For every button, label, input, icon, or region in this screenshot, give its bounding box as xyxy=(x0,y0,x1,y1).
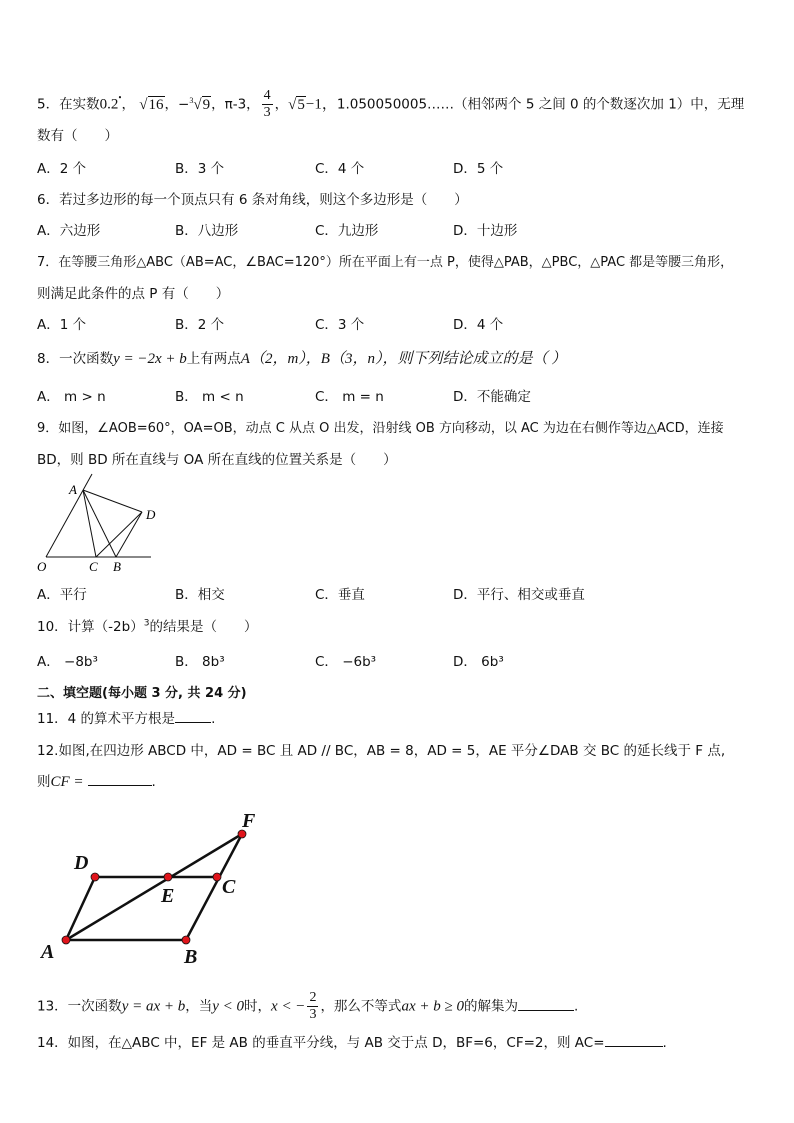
q9-seg-bd xyxy=(116,512,142,557)
q9-label-c: C xyxy=(89,559,98,574)
q5-sqrt5: √5 xyxy=(288,96,305,113)
q12-label-a: A xyxy=(41,941,55,963)
q12-line1: 12.如图,在四边形 ABCD 中，AD = BC 且 AD // BC，AB = 8，AD = 5，AE 平分∠DAB 交 BC 的延长线于 F 点, xyxy=(37,743,726,759)
q12-line2 xyxy=(37,770,156,791)
q9-label-b: B xyxy=(113,559,121,574)
q12-cf: CF = xyxy=(50,774,84,790)
q14-lead: 14．如图，在△ABC 中，EF 是 AB 的垂直平分线，与 AB 交于点 D，BF=6，CF=2，则 AC= xyxy=(37,1035,605,1051)
q7-option-d[interactable]: D．4 个 xyxy=(453,317,504,333)
q12-seg-af xyxy=(66,834,242,940)
q5-line2: 数有（ ） xyxy=(37,128,118,144)
q5-comma: ， xyxy=(274,96,289,113)
q5-fraction: $\frac{4}{3}$ xyxy=(263,88,271,120)
q13-x-lt: x < − xyxy=(271,998,306,1015)
q8-point-a: A（2，m）， xyxy=(240,351,321,367)
q12-point-d xyxy=(91,873,99,881)
q12-tail: . xyxy=(151,774,156,790)
q9-seg-cd xyxy=(96,512,142,557)
q8-mid: 上有两点 xyxy=(186,351,241,367)
q13-text xyxy=(37,990,578,1023)
q9-line1: 9．如图，∠AOB=60°，OA=OB，动点 C 从点 O 出发，沿射线 OB 方向移动，以 AC 为边在右侧作等边△ACD，连接 xyxy=(37,421,724,436)
q12-point-a xyxy=(62,936,70,944)
q12-lead: 则 xyxy=(37,774,51,790)
q13-function: y = ax + b xyxy=(121,998,186,1015)
q9-seg-ac xyxy=(83,490,96,557)
q5-option-c[interactable]: C．4 个 xyxy=(315,161,365,177)
section-2-title: 二、填空题(每小题 3 分, 共 24 分) xyxy=(37,686,247,701)
q11-text xyxy=(37,707,215,727)
q5-sep: ， xyxy=(121,96,135,113)
q9-figure xyxy=(36,470,166,575)
q5-minus1: −1， xyxy=(305,96,337,113)
q14-tail: . xyxy=(662,1035,667,1051)
q9-option-a[interactable]: A．平行 xyxy=(37,587,87,603)
q5-line1: 5．在实数0.2•， √16，−$^3$√9，π-3， $\frac{4}{3}$ ，√5−1，1.050050005……（相邻两个 5 之间 0 的个数逐次加 1）中，无理 xyxy=(37,88,745,120)
q12-label-f: F xyxy=(242,810,256,832)
q13-inequality: ax + b ≥ 0 xyxy=(401,998,464,1015)
q6-option-a[interactable]: A．六边形 xyxy=(37,223,101,239)
q5-neg: ，− xyxy=(164,96,190,113)
q12-point-b xyxy=(182,936,190,944)
q8-text xyxy=(37,347,566,368)
q14-answer-blank[interactable] xyxy=(605,1032,663,1047)
q10-lead: 10．计算（-2b） xyxy=(37,619,144,635)
q9-option-b[interactable]: B．相交 xyxy=(175,587,225,603)
q7-line2: 则满足此条件的点 P 有（ ） xyxy=(37,286,230,302)
q5-option-b[interactable]: B．3 个 xyxy=(175,161,225,177)
q9-option-c[interactable]: C．垂直 xyxy=(315,587,365,603)
q8-lead: 8．一次函数 xyxy=(37,351,114,367)
q5-lead: 5．在实数 xyxy=(37,96,100,113)
q7-option-a[interactable]: A．1 个 xyxy=(37,317,87,333)
q10-option-a[interactable]: A． −8b³ xyxy=(37,654,98,670)
q5-pi: ，π-3， xyxy=(211,96,260,113)
q13-fraction: $\frac{2}{3}$ xyxy=(309,990,317,1022)
q10-exponent: 3 xyxy=(143,618,150,629)
q13-tail: 的解集为 xyxy=(463,998,518,1015)
q11-tail: . xyxy=(211,711,216,727)
q5-option-a[interactable]: A．2 个 xyxy=(37,161,87,177)
q8-option-d[interactable]: D．不能确定 xyxy=(453,389,531,405)
q5-cuberoot9: $^3$√9 xyxy=(189,95,211,113)
q14-text xyxy=(37,1031,667,1051)
q12-answer-blank[interactable] xyxy=(88,771,152,786)
q13-mid3: ，那么不等式 xyxy=(320,998,402,1015)
q12-label-e: E xyxy=(161,885,175,907)
q10-option-d[interactable]: D． 6b³ xyxy=(453,654,504,670)
q9-label-a: A xyxy=(69,482,77,497)
q6-text: 6．若过多边形的每一个顶点只有 6 条对角线，则这个多边形是（ ） xyxy=(37,192,468,208)
q8-option-a[interactable]: A． m > n xyxy=(37,389,106,405)
q13-lead: 13．一次函数 xyxy=(37,998,122,1015)
q12-label-d: D xyxy=(74,852,89,874)
q13-end: . xyxy=(573,998,579,1015)
q10-option-c[interactable]: C． −6b³ xyxy=(315,654,377,670)
q5-rest: 1.050050005……（相邻两个 5 之间 0 的个数逐次加 1）中，无理 xyxy=(336,96,745,113)
q6-option-c[interactable]: C．九边形 xyxy=(315,223,379,239)
q10-text xyxy=(37,615,257,635)
q9-option-d[interactable]: D．平行、相交或垂直 xyxy=(453,587,585,603)
q6-option-d[interactable]: D．十边形 xyxy=(453,223,518,239)
q12-label-b: B xyxy=(184,946,198,968)
q12-point-c xyxy=(213,873,221,881)
q8-point-b: B（3，n），则下列结论成立的是（ ） xyxy=(320,351,567,367)
q9-label-o: O xyxy=(37,559,47,574)
q12-label-c: C xyxy=(222,876,236,898)
q5-number: 0.2 xyxy=(99,96,119,113)
q10-option-b[interactable]: B． 8b³ xyxy=(175,654,225,670)
q13-condition: y < 0 xyxy=(212,998,245,1015)
q13-answer-blank[interactable] xyxy=(518,996,574,1011)
q9-line2: BD，则 BD 所在直线与 OA 所在直线的位置关系是（ ） xyxy=(37,452,397,468)
q13-mid: ，当 xyxy=(185,998,213,1015)
q7-option-c[interactable]: C．3 个 xyxy=(315,317,365,333)
q5-option-d[interactable]: D．5 个 xyxy=(453,161,504,177)
q7-option-b[interactable]: B．2 个 xyxy=(175,317,225,333)
q10-tail: 的结果是（ ） xyxy=(149,619,258,635)
q13-mid2: 时， xyxy=(244,998,272,1015)
q8-option-b[interactable]: B． m < n xyxy=(175,389,244,405)
q12-point-e xyxy=(164,873,172,881)
q5-sqrt16: √16 xyxy=(139,96,164,113)
q11-answer-blank[interactable] xyxy=(175,708,211,723)
q12-figure xyxy=(36,805,272,970)
q8-function: y = −2x + b xyxy=(113,351,187,367)
q7-line1: 7．在等腰三角形△ABC（AB=AC，∠BAC=120°）所在平面上有一点 P，使得△PAB，△PBC，△PAC 都是等腰三角形， xyxy=(37,255,734,270)
q11-lead: 11．4 的算术平方根是 xyxy=(37,711,176,727)
q8-option-c[interactable]: C． m = n xyxy=(315,389,384,405)
q9-label-d: D xyxy=(146,507,156,522)
q6-option-b[interactable]: B．八边形 xyxy=(175,223,239,239)
